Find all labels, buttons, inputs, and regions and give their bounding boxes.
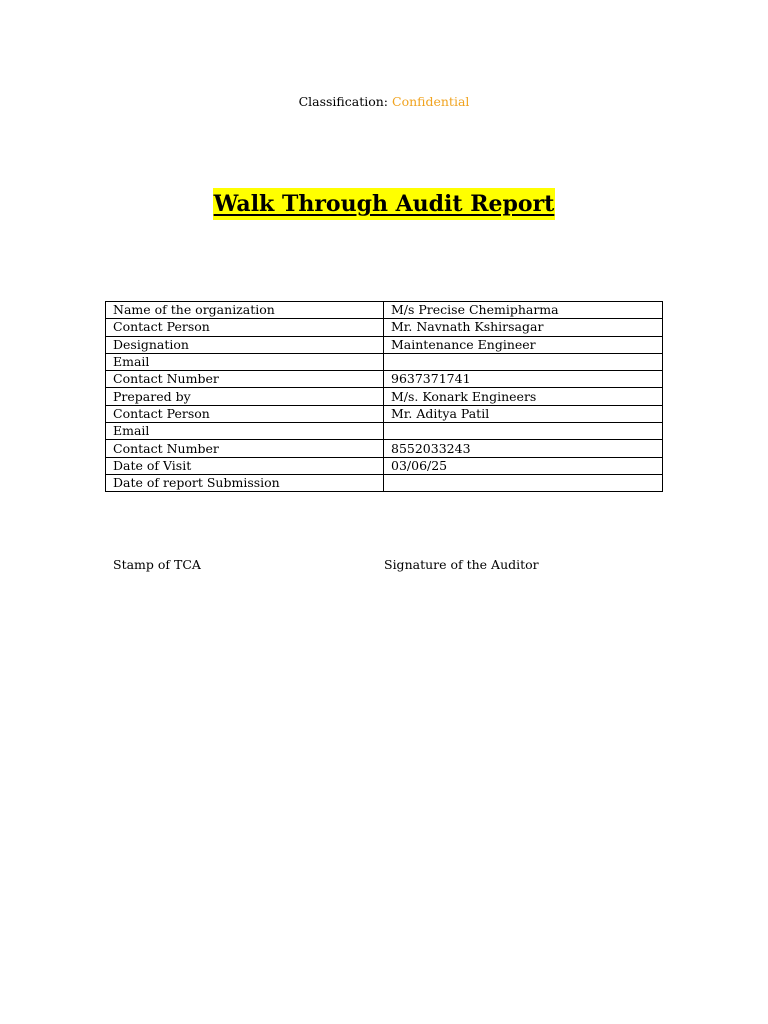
table-row [106,388,663,405]
row-value [384,474,663,491]
table-row [106,319,663,336]
row-label: Prepared by [106,388,384,405]
table-row [106,302,663,319]
row-label: Name of the organization [106,302,384,319]
table-row [106,405,663,422]
row-label: Email [106,423,384,440]
row-label: Contact Number [106,440,384,457]
row-label: Designation [106,336,384,353]
row-label: Contact Person [106,319,384,336]
table-row [106,423,663,440]
table-row [106,440,663,457]
signature-label: Signature of the Auditor [384,557,539,572]
classification-line [0,94,768,110]
row-value: Mr. Aditya Patil [384,405,663,422]
row-value: Mr. Navnath Kshirsagar [384,319,663,336]
report-title: Walk Through Audit Report [213,188,556,220]
table-row [106,336,663,353]
row-value: 03/06/25 [384,457,663,474]
row-value [384,423,663,440]
row-label: Date of report Submission [106,474,384,491]
row-value: M/s Precise Chemipharma [384,302,663,319]
row-label: Email [106,353,384,370]
stamp-label: Stamp of TCA [113,557,201,572]
table-row [106,474,663,491]
row-label: Contact Person [106,405,384,422]
table-row [106,457,663,474]
row-value: 9637371741 [384,371,663,388]
classification-value: Confidential [392,94,470,109]
row-label: Contact Number [106,371,384,388]
table-row [106,353,663,370]
row-value [384,353,663,370]
table-row [106,371,663,388]
classification-label: Classification: [298,94,392,109]
row-value: Maintenance Engineer [384,336,663,353]
details-table [105,301,663,492]
row-label: Date of Visit [106,457,384,474]
row-value: 8552033243 [384,440,663,457]
title-wrapper [0,188,768,220]
row-value: M/s. Konark Engineers [384,388,663,405]
